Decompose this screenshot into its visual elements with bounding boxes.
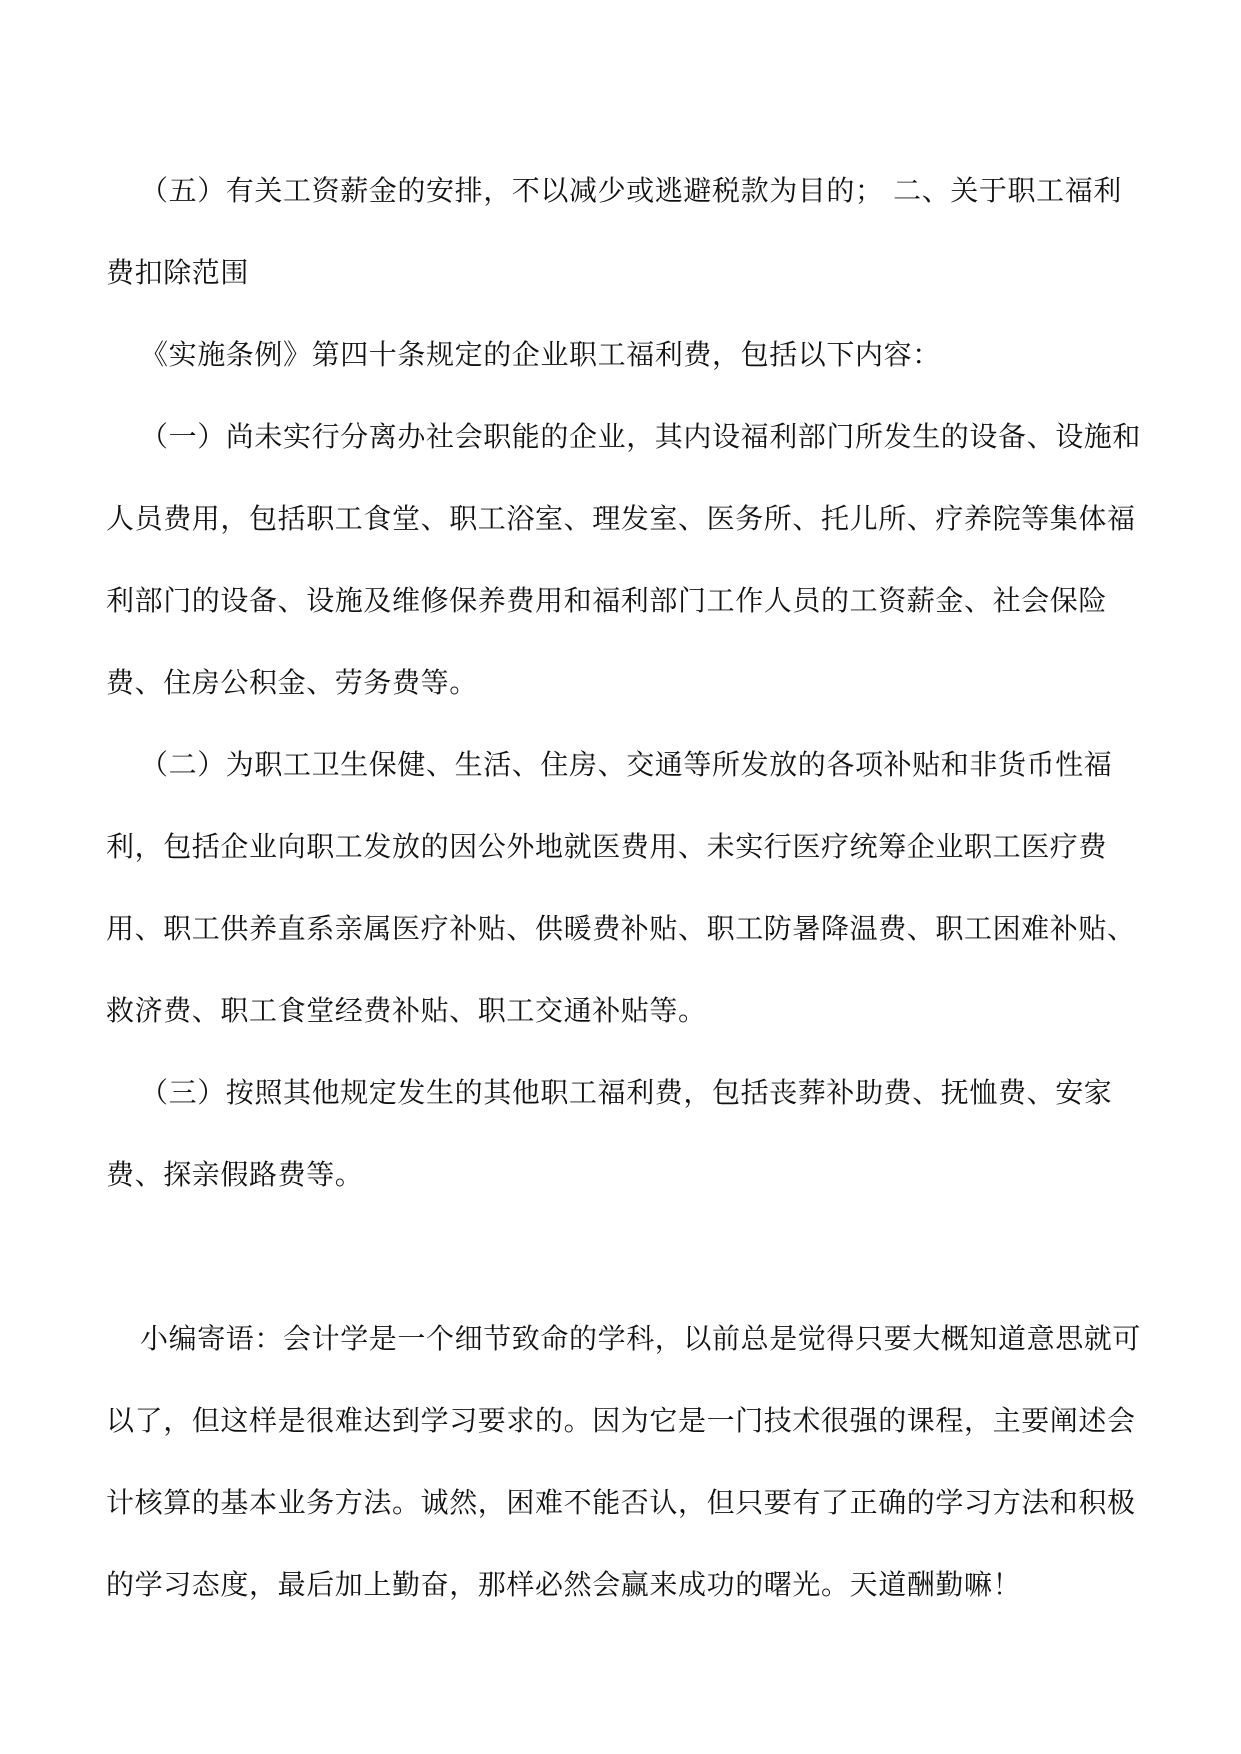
paragraph-regulation-intro: 《实施条例》第四十条规定的企业职工福利费，包括以下内容： — [140, 338, 941, 371]
section-spacer — [106, 1216, 1146, 1298]
paragraph-item-one: （一）尚未实行分离办社会职能的企业，其内设福利部门所发生的设备、设施和人员费用，包括职工食堂、职工浴室、理发室、医务所、托儿所、疗养院等集体福利部门的设备、设施及维修保养费用和福利部门工作人员的工资薪金、社会保险费、住房公积金、劳务费等。 — [106, 420, 1142, 699]
paragraph-item-three: （三）按照其他规定发生的其他职工福利费，包括丧葬补助费、抚恤费、安家费、探亲假路费等。 — [106, 1076, 1113, 1191]
paragraph-salary-arrangement: （五）有关工资薪金的安排，不以减少或逃避税款为目的； 二、关于职工福利费扣除范围 — [106, 174, 1122, 289]
document-body — [106, 150, 1146, 1626]
paragraph-item-two: （二）为职工卫生保健、生活、住房、交通等所发放的各项补贴和非货币性福利，包括企业向职工发放的因公外地就医费用、未实行医疗统筹企业职工医疗费用、职工供养直系亲属医疗补贴、供暖费补贴、职工防暑降温费、职工困难补贴、救济费、职工食堂经费补贴、职工交通补贴等。 — [106, 748, 1136, 1027]
closing-note: 小编寄语：会计学是一个细节致命的学科，以前总是觉得只要大概知道意思就可以了，但这样是很难达到学习要求的。因为它是一门技术很强的课程，主要阐述会计核算的基本业务方法。诚然，困难不能否认，但只要有了正确的学习方法和积极的学习态度，最后加上勤奋，那样必然会赢来成功的曙光。天道酬勤嘛！ — [106, 1322, 1142, 1601]
